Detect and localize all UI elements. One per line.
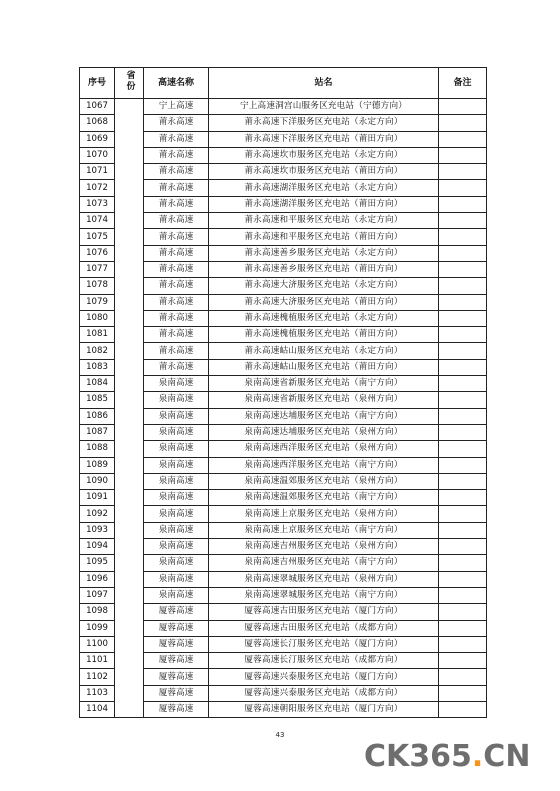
station-name-cell: 莆永高速和平服务区充电站（永定方向） — [209, 213, 439, 229]
highway-name-cell: 莆永高速 — [144, 359, 209, 375]
highway-name-cell: 泉南高速 — [144, 473, 209, 489]
watermark-svg — [362, 733, 557, 777]
note-cell — [439, 539, 487, 555]
row-number-cell: 1087 — [80, 424, 115, 440]
station-name-cell: 泉南高速温郊服务区充电站（泉州方向） — [209, 473, 439, 489]
station-name-cell: 厦蓉高速长汀服务区充电站（成都方向） — [209, 653, 439, 669]
station-name-cell: 莆永高速善乡服务区充电站（永定方向） — [209, 245, 439, 261]
highway-name-cell: 厦蓉高速 — [144, 653, 209, 669]
highway-name-cell: 莆永高速 — [144, 278, 209, 294]
row-number-cell: 1068 — [80, 115, 115, 131]
highway-name-cell: 莆永高速 — [144, 147, 209, 163]
note-cell — [439, 278, 487, 294]
note-cell — [439, 327, 487, 343]
station-name-cell: 宁上高速洞宫山服务区充电站（宁德方向） — [209, 99, 439, 115]
note-cell — [439, 555, 487, 571]
row-number-cell: 1104 — [80, 701, 115, 717]
row-number-cell: 1096 — [80, 571, 115, 587]
note-cell — [439, 245, 487, 261]
highway-name-cell: 泉南高速 — [144, 506, 209, 522]
highway-name-cell: 莆永高速 — [144, 229, 209, 245]
note-cell — [439, 229, 487, 245]
highway-name-cell: 泉南高速 — [144, 457, 209, 473]
station-name-cell: 泉南高速西洋服务区充电站（南宁方向） — [209, 457, 439, 473]
note-cell — [439, 294, 487, 310]
station-name-cell: 泉南高速达埔服务区充电站（泉州方向） — [209, 424, 439, 440]
header-no: 序号 — [80, 68, 115, 99]
header-note: 备注 — [439, 68, 487, 99]
station-name-cell: 泉南高速翠城服务区充电站（南宁方向） — [209, 587, 439, 603]
station-name-cell: 泉南高速吉州服务区充电站（南宁方向） — [209, 555, 439, 571]
note-cell — [439, 620, 487, 636]
station-name-cell: 泉南高速上京服务区充电站（泉州方向） — [209, 506, 439, 522]
note-cell — [439, 310, 487, 326]
row-number-cell: 1101 — [80, 653, 115, 669]
station-name-cell: 莆永高速槐植服务区充电站（永定方向） — [209, 310, 439, 326]
note-cell — [439, 571, 487, 587]
note-cell — [439, 587, 487, 603]
note-cell — [439, 685, 487, 701]
note-cell — [439, 180, 487, 196]
highway-name-cell: 莆永高速 — [144, 310, 209, 326]
note-cell — [439, 131, 487, 147]
station-name-cell: 厦蓉高速古田服务区充电站（厦门方向） — [209, 604, 439, 620]
row-number-cell: 1099 — [80, 620, 115, 636]
note-cell — [439, 473, 487, 489]
header-province-label: 省份 — [124, 70, 135, 92]
row-number-cell: 1097 — [80, 587, 115, 603]
station-name-cell: 莆永高速湖洋服务区充电站（莆田方向） — [209, 196, 439, 212]
note-cell — [439, 604, 487, 620]
header-station: 站名 — [209, 68, 439, 99]
row-number-cell: 1072 — [80, 180, 115, 196]
station-name-cell: 莆永高速槐植服务区充电站（莆田方向） — [209, 327, 439, 343]
highway-name-cell: 泉南高速 — [144, 522, 209, 538]
note-cell — [439, 115, 487, 131]
note-cell — [439, 213, 487, 229]
row-number-cell: 1082 — [80, 343, 115, 359]
station-name-cell: 泉南高速温郊服务区充电站（南宁方向） — [209, 490, 439, 506]
note-cell — [439, 343, 487, 359]
highway-name-cell: 泉南高速 — [144, 490, 209, 506]
row-number-cell: 1089 — [80, 457, 115, 473]
highway-name-cell: 厦蓉高速 — [144, 685, 209, 701]
station-name-cell: 莆永高速大济服务区充电站（永定方向） — [209, 278, 439, 294]
row-number-cell: 1088 — [80, 441, 115, 457]
station-name-cell: 泉南高速上京服务区充电站（南宁方向） — [209, 522, 439, 538]
highway-name-cell: 泉南高速 — [144, 539, 209, 555]
row-number-cell: 1092 — [80, 506, 115, 522]
highway-name-cell: 莆永高速 — [144, 343, 209, 359]
note-cell — [439, 653, 487, 669]
highway-name-cell: 泉南高速 — [144, 587, 209, 603]
table-body — [80, 99, 487, 718]
row-number-cell: 1078 — [80, 278, 115, 294]
station-name-cell: 泉南高速翠城服务区充电站（泉州方向） — [209, 571, 439, 587]
highway-name-cell: 厦蓉高速 — [144, 636, 209, 652]
station-name-cell: 泉南高速省新服务区充电站（泉州方向） — [209, 392, 439, 408]
highway-name-cell: 泉南高速 — [144, 376, 209, 392]
page-number: 43 — [275, 731, 285, 739]
station-name-cell: 泉南高速西洋服务区充电站（泉州方向） — [209, 441, 439, 457]
highway-name-cell: 泉南高速 — [144, 555, 209, 571]
row-number-cell: 1084 — [80, 376, 115, 392]
station-name-cell: 厦蓉高速朝阳服务区充电站（厦门方向） — [209, 701, 439, 717]
note-cell — [439, 506, 487, 522]
row-number-cell: 1091 — [80, 490, 115, 506]
highway-name-cell: 莆永高速 — [144, 180, 209, 196]
note-cell — [439, 99, 487, 115]
row-number-cell: 1103 — [80, 685, 115, 701]
row-number-cell: 1077 — [80, 261, 115, 277]
charging-station-table — [79, 67, 487, 718]
row-number-cell: 1083 — [80, 359, 115, 375]
station-name-cell: 厦蓉高速兴泰服务区充电站（成都方向） — [209, 685, 439, 701]
note-cell — [439, 196, 487, 212]
station-name-cell: 莆永高速岵山服务区充电站（莆田方向） — [209, 359, 439, 375]
row-number-cell: 1094 — [80, 539, 115, 555]
highway-name-cell: 厦蓉高速 — [144, 669, 209, 685]
station-name-cell: 莆永高速岵山服务区充电站（永定方向） — [209, 343, 439, 359]
station-name-cell: 莆永高速坎市服务区充电站（永定方向） — [209, 147, 439, 163]
highway-name-cell: 厦蓉高速 — [144, 620, 209, 636]
header-province — [115, 68, 144, 99]
highway-name-cell: 泉南高速 — [144, 441, 209, 457]
highway-name-cell: 莆永高速 — [144, 294, 209, 310]
row-number-cell: 1067 — [80, 99, 115, 115]
highway-name-cell: 泉南高速 — [144, 571, 209, 587]
highway-name-cell: 莆永高速 — [144, 131, 209, 147]
row-number-cell: 1098 — [80, 604, 115, 620]
note-cell — [439, 441, 487, 457]
row-number-cell: 1086 — [80, 408, 115, 424]
note-cell — [439, 147, 487, 163]
station-name-cell: 厦蓉高速长汀服务区充电站（厦门方向） — [209, 636, 439, 652]
row-number-cell: 1090 — [80, 473, 115, 489]
highway-name-cell: 莆永高速 — [144, 164, 209, 180]
note-cell — [439, 490, 487, 506]
row-number-cell: 1076 — [80, 245, 115, 261]
station-name-cell: 泉南高速吉州服务区充电站（泉州方向） — [209, 539, 439, 555]
highway-name-cell: 厦蓉高速 — [144, 604, 209, 620]
row-number-cell: 1080 — [80, 310, 115, 326]
row-number-cell: 1071 — [80, 164, 115, 180]
note-cell — [439, 408, 487, 424]
highway-name-cell: 莆永高速 — [144, 213, 209, 229]
note-cell — [439, 636, 487, 652]
note-cell — [439, 376, 487, 392]
note-cell — [439, 701, 487, 717]
highway-name-cell: 莆永高速 — [144, 261, 209, 277]
highway-name-cell: 泉南高速 — [144, 424, 209, 440]
row-number-cell: 1073 — [80, 196, 115, 212]
row-number-cell: 1102 — [80, 669, 115, 685]
station-name-cell: 厦蓉高速古田服务区充电站（成都方向） — [209, 620, 439, 636]
station-name-cell: 莆永高速下洋服务区充电站（莆田方向） — [209, 131, 439, 147]
station-name-cell: 莆永高速大济服务区充电站（莆田方向） — [209, 294, 439, 310]
table-header-row — [80, 68, 487, 99]
highway-name-cell: 莆永高速 — [144, 245, 209, 261]
row-number-cell: 1095 — [80, 555, 115, 571]
note-cell — [439, 669, 487, 685]
station-name-cell: 泉南高速省新服务区充电站（南宁方向） — [209, 376, 439, 392]
row-number-cell: 1075 — [80, 229, 115, 245]
row-number-cell: 1085 — [80, 392, 115, 408]
note-cell — [439, 424, 487, 440]
row-number-cell: 1079 — [80, 294, 115, 310]
row-number-cell: 1093 — [80, 522, 115, 538]
highway-name-cell: 厦蓉高速 — [144, 701, 209, 717]
highway-name-cell: 莆永高速 — [144, 327, 209, 343]
note-cell — [439, 392, 487, 408]
station-name-cell: 莆永高速坎市服务区充电站（莆田方向） — [209, 164, 439, 180]
note-cell — [439, 457, 487, 473]
station-name-cell: 莆永高速湖洋服务区充电站（永定方向） — [209, 180, 439, 196]
table-row — [80, 99, 487, 115]
station-name-cell: 莆永高速下洋服务区充电站（永定方向） — [209, 115, 439, 131]
row-number-cell: 1074 — [80, 213, 115, 229]
station-name-cell: 厦蓉高速兴泰服务区充电站（厦门方向） — [209, 669, 439, 685]
watermark-text: CK365.CN — [364, 739, 531, 774]
row-number-cell: 1070 — [80, 147, 115, 163]
note-cell — [439, 261, 487, 277]
ck365-watermark-logo — [362, 733, 557, 777]
highway-name-cell: 泉南高速 — [144, 392, 209, 408]
highway-name-cell: 宁上高速 — [144, 99, 209, 115]
highway-name-cell: 莆永高速 — [144, 196, 209, 212]
highway-name-cell: 莆永高速 — [144, 115, 209, 131]
station-name-cell: 莆永高速善乡服务区充电站（莆田方向） — [209, 261, 439, 277]
station-name-cell: 泉南高速达埔服务区充电站（南宁方向） — [209, 408, 439, 424]
header-highway: 高速名称 — [144, 68, 209, 99]
highway-name-cell: 泉南高速 — [144, 408, 209, 424]
note-cell — [439, 164, 487, 180]
row-number-cell: 1069 — [80, 131, 115, 147]
station-name-cell: 莆永高速和平服务区充电站（莆田方向） — [209, 229, 439, 245]
note-cell — [439, 522, 487, 538]
row-number-cell: 1081 — [80, 327, 115, 343]
province-cell — [115, 99, 144, 718]
note-cell — [439, 359, 487, 375]
row-number-cell: 1100 — [80, 636, 115, 652]
